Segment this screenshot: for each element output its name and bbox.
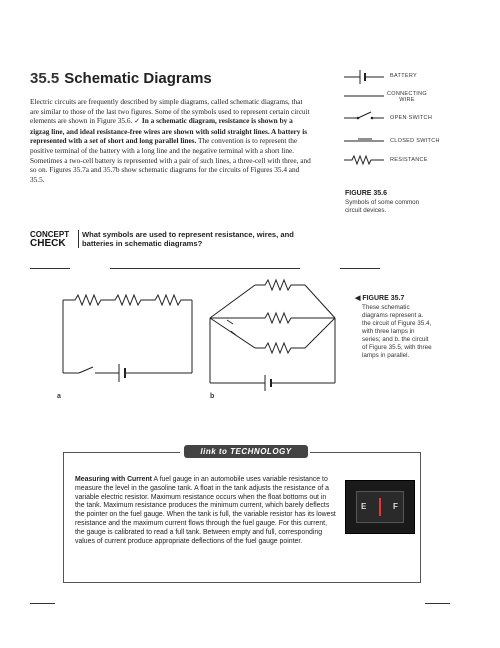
gauge-needle <box>379 498 381 516</box>
feature-body <box>75 476 337 546</box>
section-rule <box>30 268 70 269</box>
body-text-1: Electric circuits are frequently described by simple diagrams, called schematic diagrams, that are similar to those of the last two figures. Some of the symbols used to represent certain circuit elements are shown in Figure 35.6. <box>30 97 310 126</box>
section-number: 35.5 <box>30 70 60 87</box>
body-paragraph <box>30 97 312 184</box>
gauge-empty-mark: E <box>361 502 367 511</box>
series-circuit <box>63 295 192 382</box>
section-title <box>30 70 212 87</box>
figure-label-a: a <box>57 393 61 400</box>
concept-check-word-1: CONCEPT <box>30 230 70 239</box>
feature-banner: link to TECHNOLOGY <box>184 445 308 458</box>
figure-35-7-diagrams <box>55 278 345 403</box>
fuel-gauge-display <box>356 491 404 523</box>
battery-symbol <box>344 70 384 84</box>
figure-35-7-title-text: FIGURE 35.7 <box>362 295 405 302</box>
section-rule-2 <box>110 268 300 269</box>
closed-switch-symbol <box>344 139 384 141</box>
figure-35-6-title: FIGURE 35.6 <box>345 190 388 197</box>
symbol-label-open-switch: OPEN SWITCH <box>390 115 433 121</box>
symbol-label-wire: CONNECTING WIRE <box>387 91 427 103</box>
figure-label-b: b <box>210 393 215 400</box>
symbol-label-closed-switch: CLOSED SWITCH <box>390 138 440 144</box>
bottom-rule-left <box>30 603 55 604</box>
key-concept-icon: ✓ <box>134 117 141 126</box>
feature-header <box>180 443 310 461</box>
body-text-key: In a schematic diagram, resistance is shown by a zigzag line, and ideal resistance-free wires are shown with solid straight lines. A battery is represented with a set of short and long parallel lines. <box>30 116 308 146</box>
concept-check-label <box>30 230 78 248</box>
feature-text: A fuel gauge in an automobile uses variable resistance to measure the level in the gasoline tank. A float in the tank adjusts the resistance of a variable electric resistor. Maximum resistance occurs when the float bottoms out in the tank. Maximum resistance produces the minimum current, which barely deflects the pointer on the fuel gauge. When the tank is full, the variable resistor has its lowest resistance and the maximum current flows through the fuel gauge. For this current, the gauge is calibrated to read a full tank. Between empty and full, corresponding values of current produce appropriate deflections of the fuel gauge pointer. <box>75 476 336 545</box>
parallel-circuit <box>210 280 335 391</box>
figure-35-7-caption: These schematic diagrams represent a. the circuit of Figure 35.4, with three lamps in series; and b. the circuit of Figure 35.5, with three lamps in parallel. <box>362 304 432 359</box>
symbol-label-battery: BATTERY <box>390 73 417 79</box>
concept-check-question: What symbols are used to represent resistance, wires, and batteries in schematic diagrams? <box>82 230 294 249</box>
concept-check-word-2: CHECK <box>30 238 66 249</box>
figure-35-6-caption: Symbols of some common circuit devices. <box>345 199 420 214</box>
symbol-label-resistance: RESISTANCE <box>390 157 428 163</box>
section-rule-3 <box>340 268 380 269</box>
gauge-full-mark: F <box>393 502 398 511</box>
resistance-symbol <box>344 156 384 164</box>
fuel-gauge-image <box>345 480 415 534</box>
bottom-rule-right <box>425 603 450 604</box>
body-text-2: The convention is to represent the positive terminal of the battery with a long line and the negative terminal with a short line. Sometimes a two-cell battery is represented with a pair of such lines, a three-cell with three, and so on. Figures 35.7a and 35.7b show schematic diagrams for the circuits of Figures 35.4 and 35.5. <box>30 136 311 184</box>
concept-check-divider <box>78 230 79 248</box>
section-heading: Schematic Diagrams <box>64 70 212 87</box>
feature-heading: Measuring with Current <box>75 476 152 483</box>
open-switch-symbol <box>344 112 384 119</box>
figure-35-7-title: ◀ FIGURE 35.7 <box>355 295 405 302</box>
